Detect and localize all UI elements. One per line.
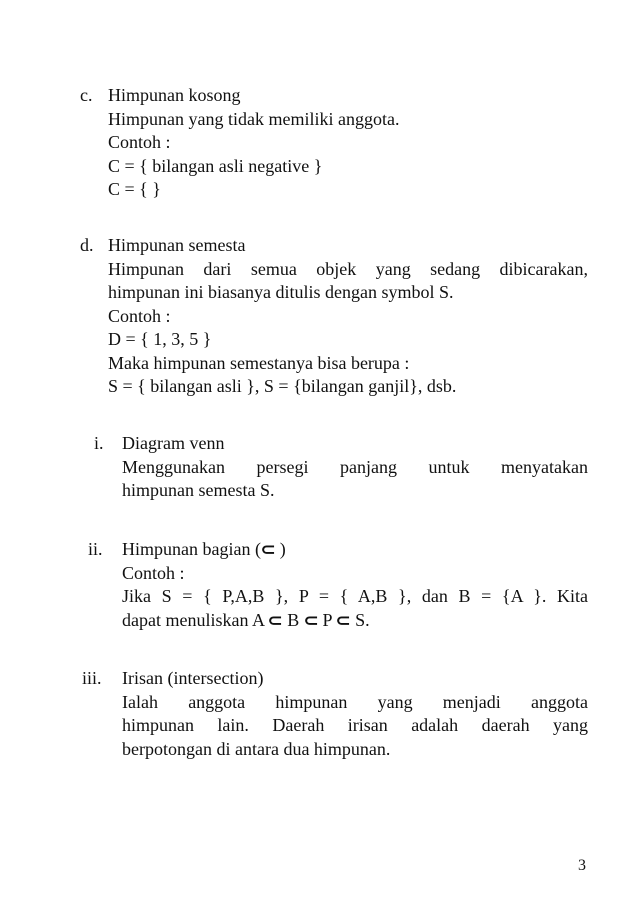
example-text: S. xyxy=(350,609,370,630)
list-marker-d: d. xyxy=(80,235,94,255)
definition-line: berpotongan di antara dua himpunan. xyxy=(122,738,391,759)
example-line: Jika S = { P,A,B }, P = { A,B }, dan B = {A }. Kita xyxy=(122,586,588,606)
example-text: B xyxy=(282,609,304,630)
definition-line: himpunan lain. Daerah irisan adalah daerah yang xyxy=(122,715,588,735)
list-marker-ii: ii. xyxy=(88,539,103,559)
heading-text-end: ) xyxy=(275,539,286,559)
example-label: Contoh : xyxy=(108,305,171,326)
definition-line: Ialah anggota himpunan yang menjadi anggota xyxy=(122,691,588,712)
definition-line: Himpunan dari semua objek yang sedang dibicarakan, xyxy=(108,258,588,279)
example-text: dapat menuliskan A xyxy=(122,609,269,630)
example-line: S = { bilangan asli }, S = {bilangan ganjil}, dsb. xyxy=(108,376,457,396)
list-marker-c: c. xyxy=(80,85,93,105)
list-marker-i: i. xyxy=(94,433,104,453)
definition-line: Himpunan yang tidak memiliki anggota. xyxy=(108,108,400,129)
subset-symbol-icon: ⊂ xyxy=(260,540,276,560)
section-heading xyxy=(122,538,588,562)
section-himpunan-bagian xyxy=(122,538,588,632)
example-line: Maka himpunan semestanya bisa berupa : xyxy=(108,352,410,373)
section-heading: Himpunan kosong xyxy=(108,85,241,105)
section-diagram-venn xyxy=(122,432,588,503)
example-label: Contoh : xyxy=(122,562,185,583)
example-label: Contoh : xyxy=(108,132,171,152)
section-himpunan-semesta xyxy=(108,234,588,399)
subset-symbol-icon: ⊂ xyxy=(335,610,352,631)
example-line: C = { } xyxy=(108,179,161,199)
subset-symbol-icon: ⊂ xyxy=(267,610,284,631)
section-heading: Himpunan semesta xyxy=(108,235,246,255)
example-line xyxy=(122,609,588,633)
definition-line: himpunan ini biasanya ditulis dengan symbol S. xyxy=(108,282,454,302)
section-heading: Irisan (intersection) xyxy=(122,668,264,688)
subset-symbol-icon: ⊂ xyxy=(303,610,319,631)
section-himpunan-kosong xyxy=(108,84,588,202)
section-heading: Diagram venn xyxy=(122,433,225,453)
example-line: C = { bilangan asli negative } xyxy=(108,155,323,176)
example-line: D = { 1, 3, 5 } xyxy=(108,329,212,349)
definition-line: himpunan semesta S. xyxy=(122,480,275,500)
section-irisan xyxy=(122,667,588,761)
definition-line: Menggunakan persegi panjang untuk menyatakan xyxy=(122,456,588,477)
heading-text: Himpunan bagian ( xyxy=(122,539,261,559)
list-marker-iii: iii. xyxy=(82,668,102,688)
page-number: 3 xyxy=(578,857,586,874)
example-text: P xyxy=(318,609,337,630)
